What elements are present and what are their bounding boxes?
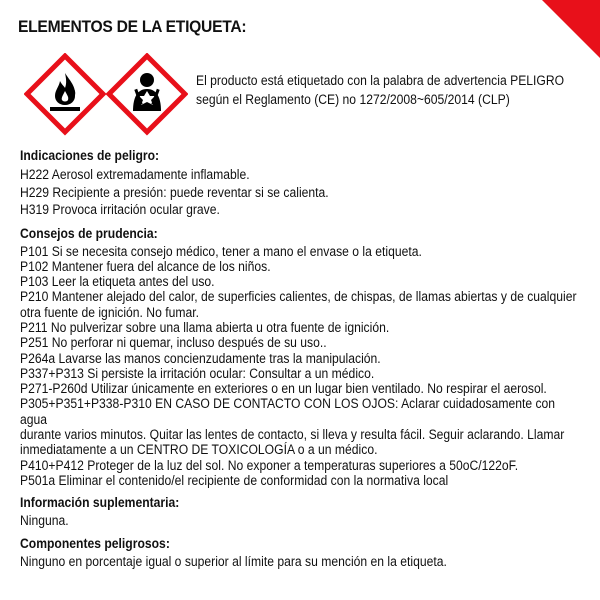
statement-line: según el Reglamento (CE) no 1272/2008~605/2014 (CLP) — [196, 92, 510, 107]
precaution-line: otra fuente de ignición. No fumar. — [20, 304, 199, 320]
precaution-line: P271-P260d Utilizar únicamente en exteriores o en un lugar bien ventilado. No respirar el aerosol. — [20, 381, 547, 397]
page-title: ELEMENTOS DE LA ETIQUETA: — [18, 17, 247, 36]
hazard-line: H319 Provoca irritación ocular grave. — [20, 202, 220, 217]
hazard-line: H222 Aerosol extremadamente inflamable. — [20, 167, 250, 182]
corner-accent — [542, 0, 600, 58]
precaution-line: P305+P351+P338-P310 EN CASO DE CONTACTO CON LOS OJOS: Aclarar cuidadosamente con agua — [20, 396, 556, 427]
statement-line: El producto está etiquetado con la palabra de advertencia PELIGRO — [196, 73, 565, 88]
hazard-heading: Indicaciones de peligro: — [20, 148, 160, 163]
precaution-line: P210 Mantener alejado del calor, de superficies calientes, de chispas, de llamas abiertas y de cualquier — [20, 289, 577, 305]
precaution-heading: Consejos de prudencia: — [20, 225, 158, 241]
components-heading: Componentes peligrosos: — [20, 535, 170, 551]
precaution-line: P211 No pulverizar sobre una llama abierta u otra fuente de ignición. — [20, 319, 390, 335]
precaution-line: P264a Lavarse las manos concienzudamente tras la manipulación. — [20, 350, 381, 366]
signal-word-statement — [196, 71, 564, 109]
health-hazard-icon — [109, 56, 185, 132]
precaution-line: inmediatamente a un CENTRO DE TOXICOLOGÍA o a un médico. — [20, 442, 378, 458]
precaution-line: P251 No perforar ni quemar, incluso después de su uso.. — [20, 335, 327, 351]
ghs-pictograms — [24, 53, 188, 137]
hazardous-components-section — [20, 535, 578, 569]
precautionary-statements-section — [20, 225, 578, 489]
supplementary-line: Ninguna. — [20, 513, 69, 529]
precaution-line: P102 Mantener fuera del alcance de los niños. — [20, 258, 271, 274]
precaution-line: P103 Leer la etiqueta antes del uso. — [20, 274, 215, 290]
precaution-line: P337+P313 Si persiste la irritación ocular: Consultar a un médico. — [20, 365, 375, 381]
hazard-line: H229 Recipiente a presión: puede reventar si se calienta. — [20, 184, 329, 200]
hazard-statements-section — [20, 147, 578, 219]
supplementary-info-section — [20, 494, 578, 528]
supplementary-heading: Información suplementaria: — [20, 495, 180, 511]
components-line: Ninguno en porcentaje igual o superior al límite para su mención en la etiqueta. — [20, 553, 447, 569]
precaution-line: P501a Eliminar el contenido/el recipiente de conformidad con la normativa local — [20, 472, 449, 488]
precaution-line: P410+P412 Proteger de la luz del sol. No exponer a temperaturas superiores a 50oC/122oF. — [20, 457, 519, 473]
precaution-line: P101 Si se necesita consejo médico, tener a mano el envase o la etiqueta. — [20, 243, 422, 259]
flame-icon — [27, 56, 103, 132]
label-content — [20, 147, 578, 575]
precaution-line: durante varios minutos. Quitar las lentes de contacto, si lleva y resulta fácil. Seguir aclarando. Llamar — [20, 427, 565, 443]
